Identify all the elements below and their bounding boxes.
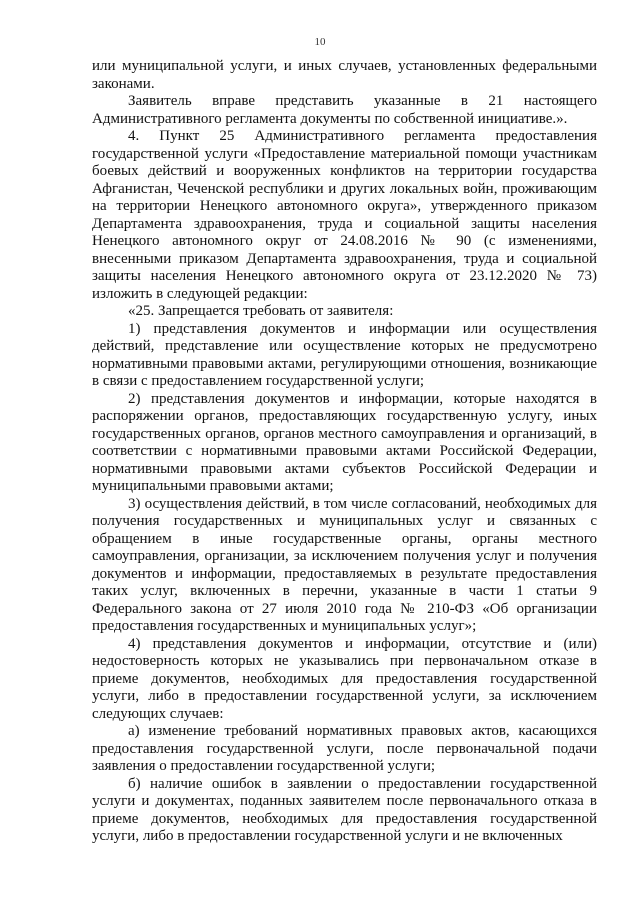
paragraph-subitem-4: 4) представления документов и информации, отсутствие и (или) недостоверность которых не указывались при первоначальном отказе в приеме документов, необходимых для предоставления государственной услуги, либо в предоставлении государственной услуги, за исключением следующих случаев: (92, 635, 597, 722)
paragraph-applicant-right: Заявитель вправе представить указанные в 21 настоящего Административного регламента документы по собственной инициативе.». (92, 93, 597, 127)
paragraph-subitem-1: 1) представления документов и информации или осуществления действий, представление или осуществление которых не предусмотрено нормативными правовыми актами, регулирующими отношения, возникающие в связи с предоставлением государственной услуги; (92, 320, 597, 389)
page-number: 10 (314, 36, 326, 48)
document-body (92, 58, 597, 846)
paragraph-subitem-a: а) изменение требований нормативных правовых актов, касающихся предоставления государственной услуги, после первоначальной подачи заявления о предоставлении государственной услуги; (92, 723, 597, 774)
paragraph-subitem-3: 3) осуществления действий, в том числе согласований, необходимых для получения государственных и муниципальных услуг и связанных с обращением в иные государственные органы, органы местного самоуправления, организации, за исключением получения услуг и получения документов и информации, предоставляемых в результате предоставления таких услуг, включенных в перечни, указанные в части 1 статьи 9 Федерального закона от 27 июля 2010 года № 210-ФЗ «Об организации предоставления государственных и муниципальных услуг»; (92, 495, 597, 634)
paragraph-subitem-2: 2) представления документов и информации, которые находятся в распоряжении органов, предоставляющих государственную услугу, иных государственных органов, органов местного самоуправления и организаций, в соответствии с нормативными правовыми актами Российской Федерации, нормативными правовыми актами субъектов Российской Федерации и муниципальными правовыми актами; (92, 390, 597, 494)
paragraph-item-4: 4. Пункт 25 Административного регламента предоставления государственной услуги «Предоставление материальной помощи участникам боевых действий и вооруженных конфликтов на территории государства Афганистан, Чеченской республики и других локальных войн, проживающим на территории Ненецкого автономного округа», утвержденного приказом Департамента здравоохранения, труда и социальной защиты населения Ненецкого автономного округ от 24.08.2016 № 90 (с изменениями, внесенными приказом Департамента здравоохранения, труда и социальной защиты населения Ненецкого автономного округа от 23.12.2020 № 73) изложить в следующей редакции: (92, 128, 597, 302)
paragraph-subitem-b: б) наличие ошибок в заявлении о предоставлении государственной услуги и документах, поданных заявителем после первоначального отказа в приеме документов, необходимых для предоставления государственной услуги, либо в предоставлении государственной услуги и не включенных (92, 775, 597, 844)
paragraph-clause-25: «25. Запрещается требовать от заявителя: (128, 303, 394, 319)
paragraph-continuation: или муниципальной услуги, и иных случаев, установленных федеральными законами. (92, 58, 597, 92)
